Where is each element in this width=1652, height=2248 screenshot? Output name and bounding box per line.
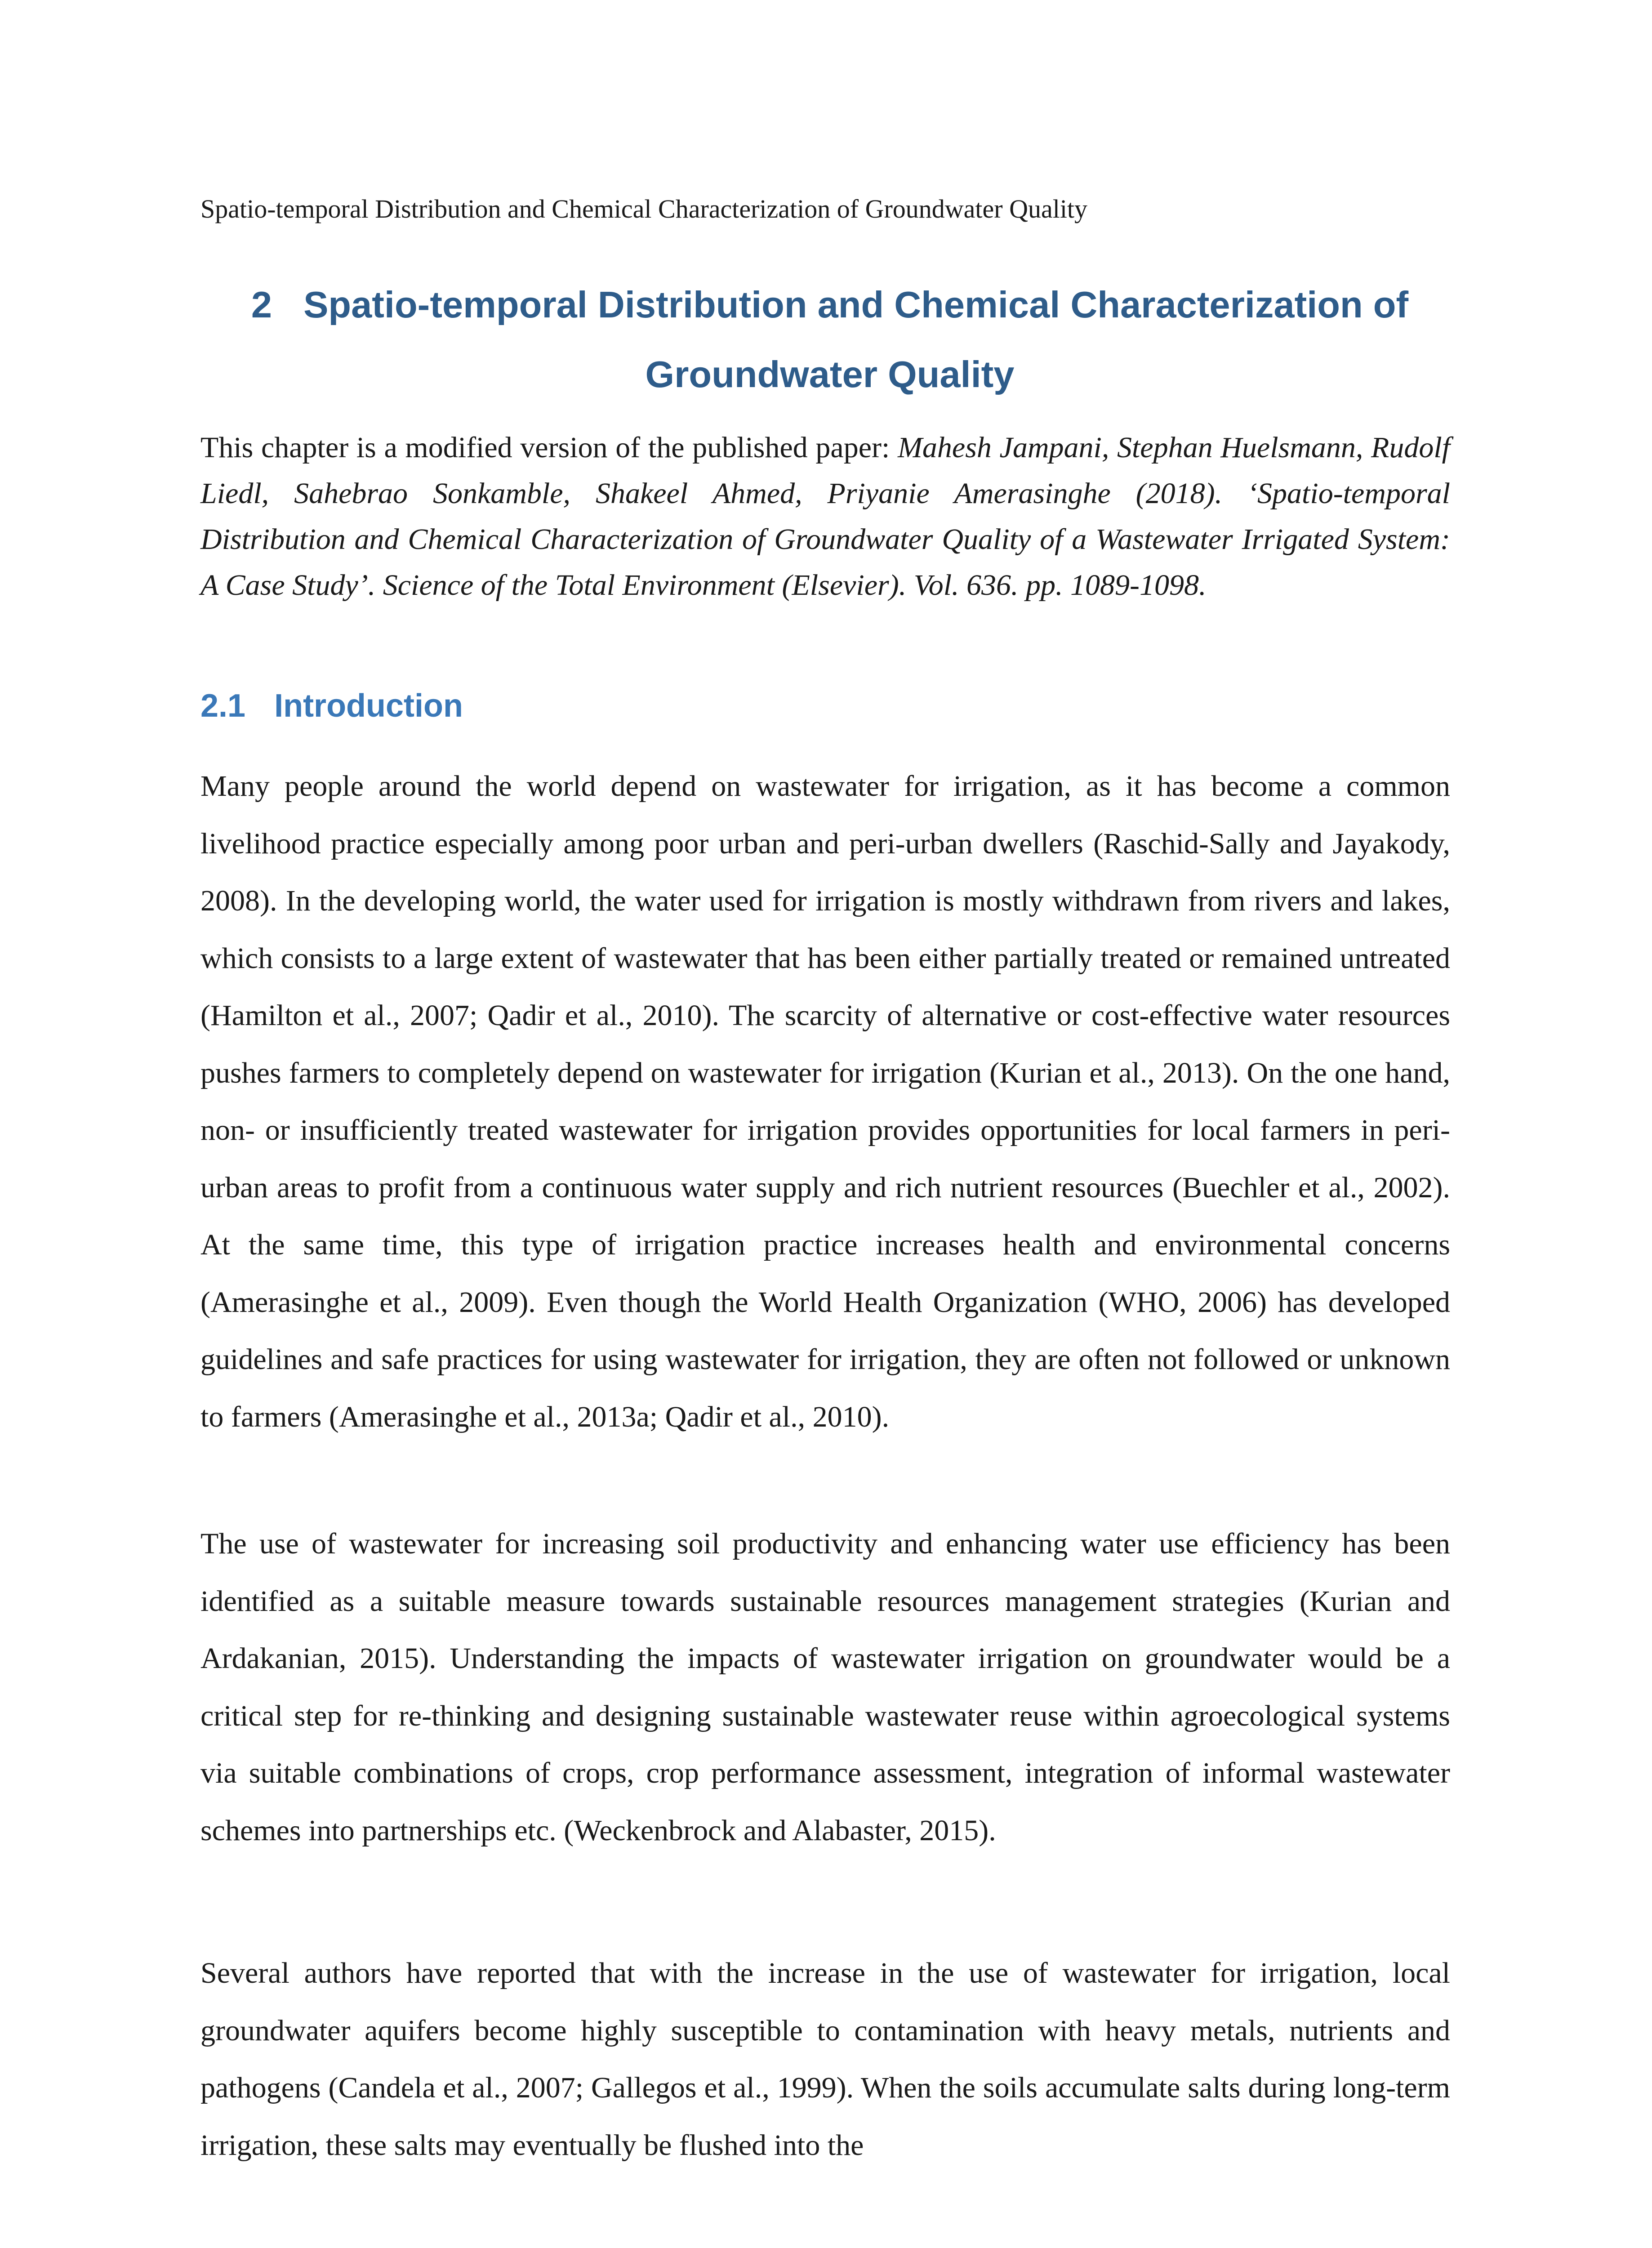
section-number: 2.1 bbox=[200, 688, 246, 724]
publication-note bbox=[200, 425, 1450, 608]
section-title: Introduction bbox=[274, 688, 463, 724]
body-paragraph: Several authors have reported that with the increase in the use of wastewater for irrigation, local groundwater aquifers become highly susceptible to contamination with heavy metals, nutrients and pathogens (Candela et al., 2007; Gallegos et al., 1999). When the soils accumulate salts during long-term irrigation, these salts may eventually be flushed into the bbox=[200, 1957, 1450, 2162]
chapter-title: Spatio-temporal Distribution and Chemical Characterization of Groundwater Quality bbox=[303, 284, 1409, 395]
section-heading bbox=[200, 683, 1450, 728]
chapter-heading bbox=[200, 270, 1459, 409]
body-paragraph: The use of wastewater for increasing soil productivity and enhancing water use efficiency has been identified as a suitable measure towards sustainable resources management strategies (Kurian and Ardakanian, 2015). Understanding the impacts of wastewater irrigation on groundwater would be a critical step for re-thinking and designing sustainable wastewater reuse within agroecological systems via suitable combinations of crops, crop performance assessment, integration of informal wastewater schemes into partnerships etc. (Weckenbrock and Alabaster, 2015). bbox=[200, 1527, 1450, 1847]
chapter-number: 2 bbox=[251, 284, 272, 326]
body-paragraph: Many people around the world depend on wastewater for irrigation, as it has become a common livelihood practice especially among poor urban and peri-urban dwellers (Raschid-Sally and Jayakody, 2008). In the developing world, the water used for irrigation is mostly withdrawn from rivers and lakes, which consists to a large extent of wastewater that has been either partially treated or remained untreated (Hamilton et al., 2007; Qadir et al., 2010). The scarcity of alternative or cost-effective water resources pushes farmers to completely depend on wastewater for irrigation (Kurian et al., 2013). On the one hand, non- or insufficiently treated wastewater for irrigation provides opportunities for local farmers in peri-urban areas to profit from a continuous water supply and rich nutrient resources (Buechler et al., 2002). At the same time, this type of irrigation practice increases health and environmental concerns (Amerasinghe et al., 2009). Even though the World Health Organization (WHO, 2006) has developed guidelines and safe practices for using wastewater for irrigation, they are often not followed or unknown to farmers (Amerasinghe et al., 2013a; Qadir et al., 2010). bbox=[200, 770, 1450, 1433]
running-header: Spatio-temporal Distribution and Chemical Characterization of Groundwater Quality bbox=[200, 194, 1088, 223]
publication-note-lead: This chapter is a modified version of the published paper: bbox=[200, 431, 898, 464]
publication-citation: Mahesh Jampani, Stephan Huelsmann, Rudolf Liedl, Sahebrao Sonkamble, Shakeel Ahmed, Priyanie Amerasinghe (2018). ‘Spatio-temporal Distribution and Chemical Characterization of Groundwater Quality of a Wastewater Irrigated System: A Case Study’. Science of the Total Environment (Elsevier). Vol. 636. pp. 1089-1098. bbox=[200, 431, 1451, 602]
